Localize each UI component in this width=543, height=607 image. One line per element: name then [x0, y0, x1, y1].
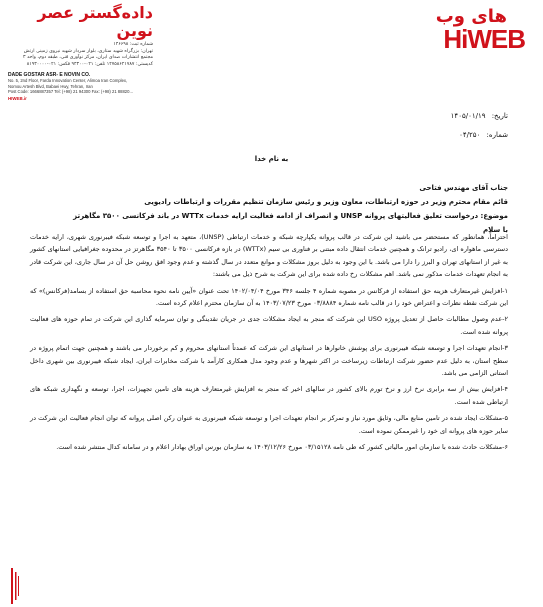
brand-name-fa: های وب — [435, 6, 507, 27]
body-paragraph: ۲-عدم وصول مطالبات حاصل از تعدیل پروژه USO این شرکت که منجر به ایجاد مشکلات جدی در جریان نقدینگی و توان سرمایه گذاری این شرکت در تمام حوزه های فعالیت پروانه شده است. — [30, 315, 508, 336]
recipient-position: قائم مقام محترم وزیر در حوزه ارتباطات، معاون وزیر و رئیس سازمان تنظیم مقررات و ارتباطات رادیویی — [144, 198, 508, 206]
company-info-en-line: Post Code: 1666887357 Tel: (+98) 21 94300 Fax: (+98) 21 88820... — [8, 89, 133, 95]
letter-subject: موضوع: درخواست تعلیق فعالیتهای پروانه UNSP و انصراف از ادامه فعالیت ارایه خدمات WTTx در باند فرکانسی ۳۵۰۰ مگاهرتز — [73, 212, 508, 220]
company-info-fa — [8, 42, 153, 68]
letter-date — [451, 107, 508, 126]
letter-number — [451, 126, 508, 145]
salutation: با سلام — [482, 226, 508, 234]
body-paragraph: ۱-افزایش غیرمتعارف هزینه حق استفاده از فرکانس در مصوبه شماره ۴ جلسه ۳۴۶ مورخ ۱۴۰۲/۰۴/۰۴ تحت عنوان «آیین نامه نحوه محاسبه حق استفاده از بسامد(فرکانس)» که این شرکت نقطه نظرات و اعتراض خود را در قالب نامه شماره ۰۳/۸۸۸۴ مورخ ۱۴۰۳/۰۷/۲۳ به آن سازمان محترم اعلام کرده است. — [30, 286, 509, 308]
body-paragraph: ۳-انجام تعهدات اجرا و توسعه شبکه فیبرنوری برای پوشش خانوارها در استانهای این شرکت که عمدتاً استانهای محروم و کم برخوردار می باشند و همچنین جهت اتمام پروژه در سطح استان، به دلیل عدم حضور شرکت ارتباطات زیرساخت در اکثر شهرها و عدم وجود مدل همکاری کارآمد با شرکت مخابرات ایران، ایجاد شبکه فیبرنوری بین شهری داخل استانی الزامی می باشد. — [30, 344, 508, 378]
letter-meta — [451, 107, 508, 145]
brand-name-en: HiWEB — [443, 24, 525, 54]
company-info-line: کدپستی: ۱۴۷۵۸۶۲۱۷۸۷ تلفن: ۰۲۱-۹۴۳۰۰ فکس: ۰۲۱-۸۱۹۳۰۰۰۰ — [26, 61, 153, 67]
body-paragraph: ۴-افزایش بیش از سه برابری نرخ ارز و نرخ تورم بالای کشور در سالهای اخیر که منجر به افزایش غیرمتعارف هزینه های تامین تجهیزات، اجرا، توسعه و نگهداری شبکه های ارتباطی شده است. — [30, 385, 508, 406]
date-label: تاریخ: — [491, 112, 508, 120]
body-paragraph: احتراماً، همانطور که مستحضر می باشید این شرکت در قالب پروانه یکپارچه شبکه و خدمات ارتباطی (UNSP)، متعهد به اجرا و توسعه شبکه فیبرنوری شهری، ارایه خدمات دسترسی ماهواره ای، رادیو ترانک و همچنین خدمات انتقال داده مبتنی بر فناوری بی سیم (WTTx) در بازه فرکانسی ۳۵۰۰ تا ۳۵۴۰ مگاهرتز در محدوده جغرافیایی استانهای کشور به غیر از استانهای تهران و البرز را دارا می باشد. با این وجود به دلیل بروز مشکلات و موانع متعدد در سال گذشته و عدم وجود افق روشن حل آن در سال جاری، این شرکت قادر به انجام تعهدات خدمات مذکور نمی باشد. اهم مشکلات رخ داده شده برای این شرکت به شرح ذیل می باشند: — [30, 233, 509, 279]
body-paragraph: ۶-مشکلات حادث شده با سازمان امور مالیاتی کشور که طی نامه ۰۳/۱۵۱۲۸ مورخ ۱۴۰۳/۱۲/۲۶ به سازمان بورس اوراق بهادار اعلام و در سامانه کدال منتشر شده است. — [56, 443, 508, 452]
company-info-line: شماره ثبت: ۱۴۶۶۹۸ — [113, 42, 153, 47]
company-info-line: مجتمع انتشارات صدای ایران، مرکز نوآوری فنی، طبقه دوم، واحد ۳ — [23, 55, 153, 60]
body-paragraph: ۵-مشکلات ایجاد شده در تامین منابع مالی، وثایق مورد نیاز و تمرکز بر انجام تعهدات اجرا و توسعه شبکه فیبرنوری به عنوان رکن اصلی پروانه که توان انجام فعالیت این شرکت در سایر حوزه های پروانه ای خود را غیرممکن نموده است. — [30, 414, 508, 435]
company-website: HIWEB.ir — [8, 95, 27, 101]
basmala-heading: به نام خدا — [254, 155, 289, 163]
date-value: ۱۴۰۵/۰۱/۱۹ — [450, 112, 486, 120]
company-letterhead — [8, 4, 153, 101]
company-info-en-line: Nomou Artesh Blvd, Babaei Hwy, Tehran, Iran — [8, 83, 93, 89]
number-value: ۰۴/۲۵۰ — [459, 131, 481, 139]
side-barcode-icon — [10, 568, 20, 604]
company-info-en-line: No. 5, 2nd Floor, Farda Innovation Center, Alimoa Iran Complex, — [8, 78, 128, 83]
letter-body — [30, 231, 508, 458]
letter-address — [28, 181, 508, 237]
company-info-en — [8, 78, 153, 95]
recipient-name: جناب آقای مهندس فتاحی — [419, 184, 508, 192]
company-name-fa: داده‌گستر عصر نوین — [37, 3, 153, 40]
hiweb-logo — [415, 4, 535, 54]
company-name-en: DADE GOSTAR ASR- E NOVIN CO. — [8, 72, 91, 78]
number-label: شماره: — [486, 131, 508, 139]
company-info-line: تهران: بزرگراه شهید ستاری، بلوار سردار شهید نیروی زمینی ارتش — [23, 48, 153, 54]
